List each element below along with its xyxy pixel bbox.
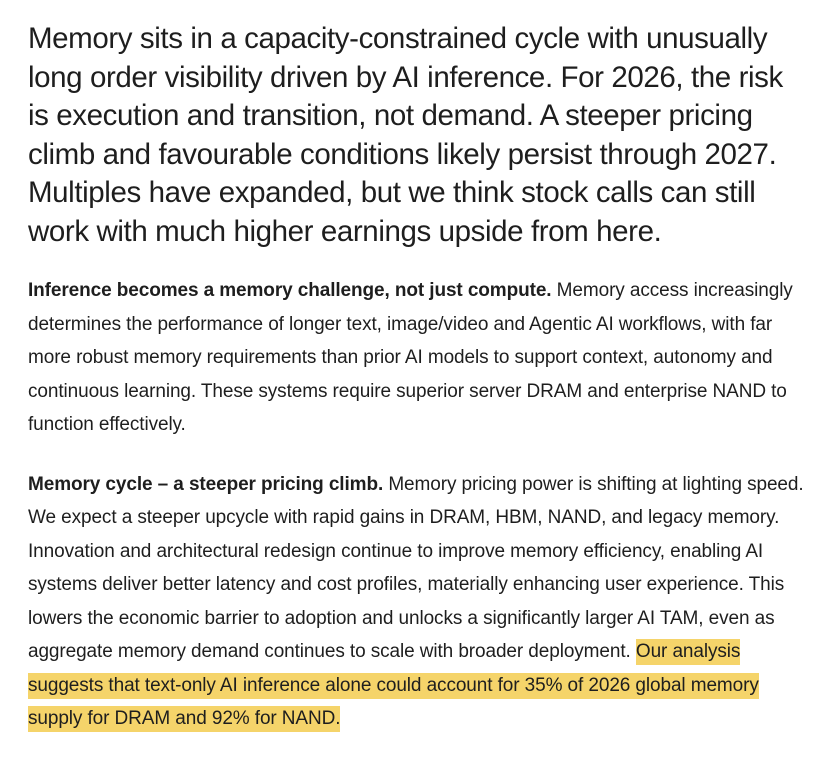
- memory-cycle-paragraph-heading: Memory cycle – a steeper pricing climb.: [28, 473, 384, 495]
- inference-paragraph-body: Memory access increasingly determines the performance of longer text, image/video and Agentic AI workflows, with far more robust memory requirements than prior AI models to support context, autonomy and continuous learning. These systems require superior server DRAM and enterprise NAND to function effectively.: [28, 280, 793, 435]
- memory-cycle-paragraph-body: Memory pricing power is shifting at lighting speed. We expect a steeper upcycle with rapid gains in DRAM, HBM, NAND, and legacy memory. Innovation and architectural redesign continue to improve memory efficiency, enabling AI systems deliver better latency and cost profiles, materially enhancing user experience. This lowers the economic barrier to adoption and unlocks a significantly larger AI TAM, even as aggregate memory demand continues to scale with broader deployment.: [28, 473, 804, 662]
- document-body: [28, 20, 804, 736]
- inference-paragraph: [28, 274, 804, 442]
- lead-paragraph: Memory sits in a capacity-constrained cycle with unusually long order visibility driven by AI inference. For 2026, the risk is execution and transition, not demand. A steeper pricing climb and favourable conditions likely persist through 2027. Multiples have expanded, but we think stock calls can still work with much higher earnings upside from here.: [28, 22, 783, 248]
- inference-paragraph-heading: Inference becomes a memory challenge, not just compute.: [28, 280, 552, 301]
- highlighted-sentence: Our analysis suggests that text-only AI inference alone could account for 35% of 2026 global memory supply for DRAM and 92% for NAND.: [28, 639, 759, 732]
- memory-cycle-paragraph: [28, 468, 804, 736]
